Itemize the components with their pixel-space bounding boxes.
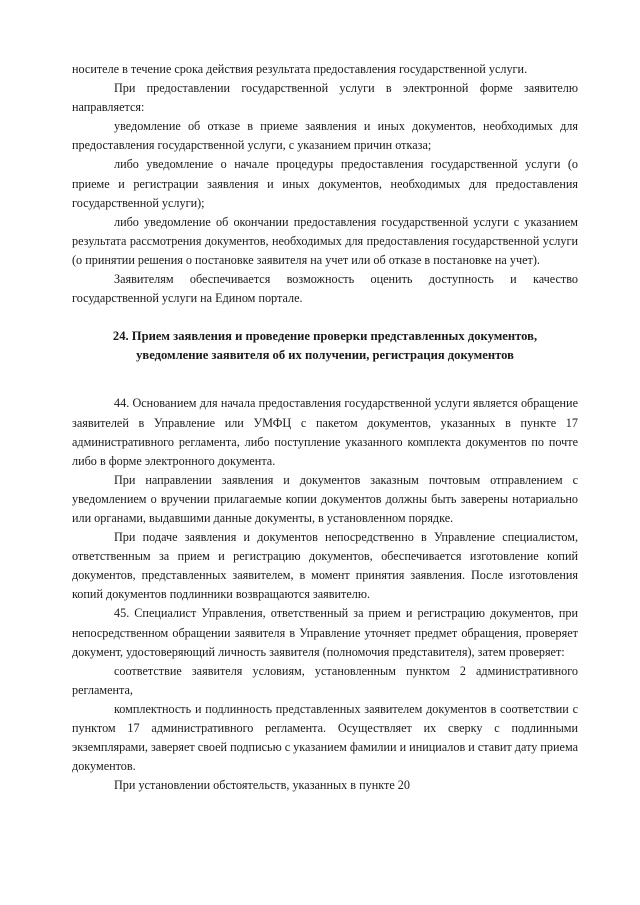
- spacer: [72, 384, 578, 394]
- section-heading: 24. Прием заявления и проведение проверки представленных документов, уведомление заявителя об их получении, регистрация документов: [112, 329, 538, 363]
- paragraph-start-notice: либо уведомление о начале процедуры предоставления государственной услуги (о приеме и регистрации заявления и иных документов, необходимых для предоставления государственной услуги);: [72, 157, 578, 210]
- paragraph-refusal-notice: уведомление об отказе в приеме заявления и иных документов, необходимых для предоставления государственной услуги, с указанием причин отказа;: [72, 119, 578, 153]
- paragraph-continuation: носителе в течение срока действия результата предоставления государственной услуги.: [72, 62, 528, 76]
- paragraph-circumstances: При установлении обстоятельств, указанных в пункте 20: [114, 778, 410, 793]
- document-page: [72, 60, 578, 795]
- paragraph-conditions: соответствие заявителя условиям, установленным пунктом 2 административного регламента,: [72, 663, 578, 697]
- paragraph-postal: При направлении заявления и документов заказным почтовым отправлением с уведомлением о вручении прилагаемые копии документов должны быть заверены нотариально или органами, выдавшими данные документы, в установленном порядке.: [72, 472, 578, 525]
- paragraph-direct-submission: При подаче заявления и документов непосредственно в Управление специалистом, ответственным за прием и регистрацию документов, обеспечивается изготовление копий документов, представленных заявителем, в момент принятия заявления. После изготовления копий документов подлинники возвращаются заявителю.: [72, 530, 578, 602]
- paragraph-assessment: Заявителям обеспечивается возможность оценить доступность и качество государственной услуги на Едином портале.: [72, 272, 578, 306]
- paragraph-end-notice: либо уведомление об окончании предоставления государственной услуги с указанием результата рассмотрения документов, необходимых для предоставления государственной услуги (о принятии решения о постановке заявителя на учет или об отказе в постановке на учет).: [72, 214, 578, 267]
- paragraph-completeness: комплектность и подлинность представленных заявителем документов в соответствии с пунктом 17 административного регламента. Осуществляет их сверку с подлинными экземплярами, заверяет своей подписью с указанием фамилии и инициалов и ставит дату приема документов.: [72, 701, 578, 774]
- paragraph-electronic-form: При предоставлении государственной услуги в электронной форме заявителю направляется:: [72, 81, 578, 115]
- paragraph-45: 45. Специалист Управления, ответственный за прием и регистрацию документов, при непосредственном обращении заявителя в Управление уточняет предмет обращения, проверяет документ, удостоверяющий личность заявителя (полномочия представителя), затем проверяет:: [72, 606, 578, 659]
- paragraph-44: 44. Основанием для начала предоставления государственной услуги является обращение заявителей в Управление или УМФЦ с пакетом документов, указанных в пункте 17 административного регламента, либо поступление указанного комплекта документов по почте либо в форме электронного документа.: [72, 396, 578, 468]
